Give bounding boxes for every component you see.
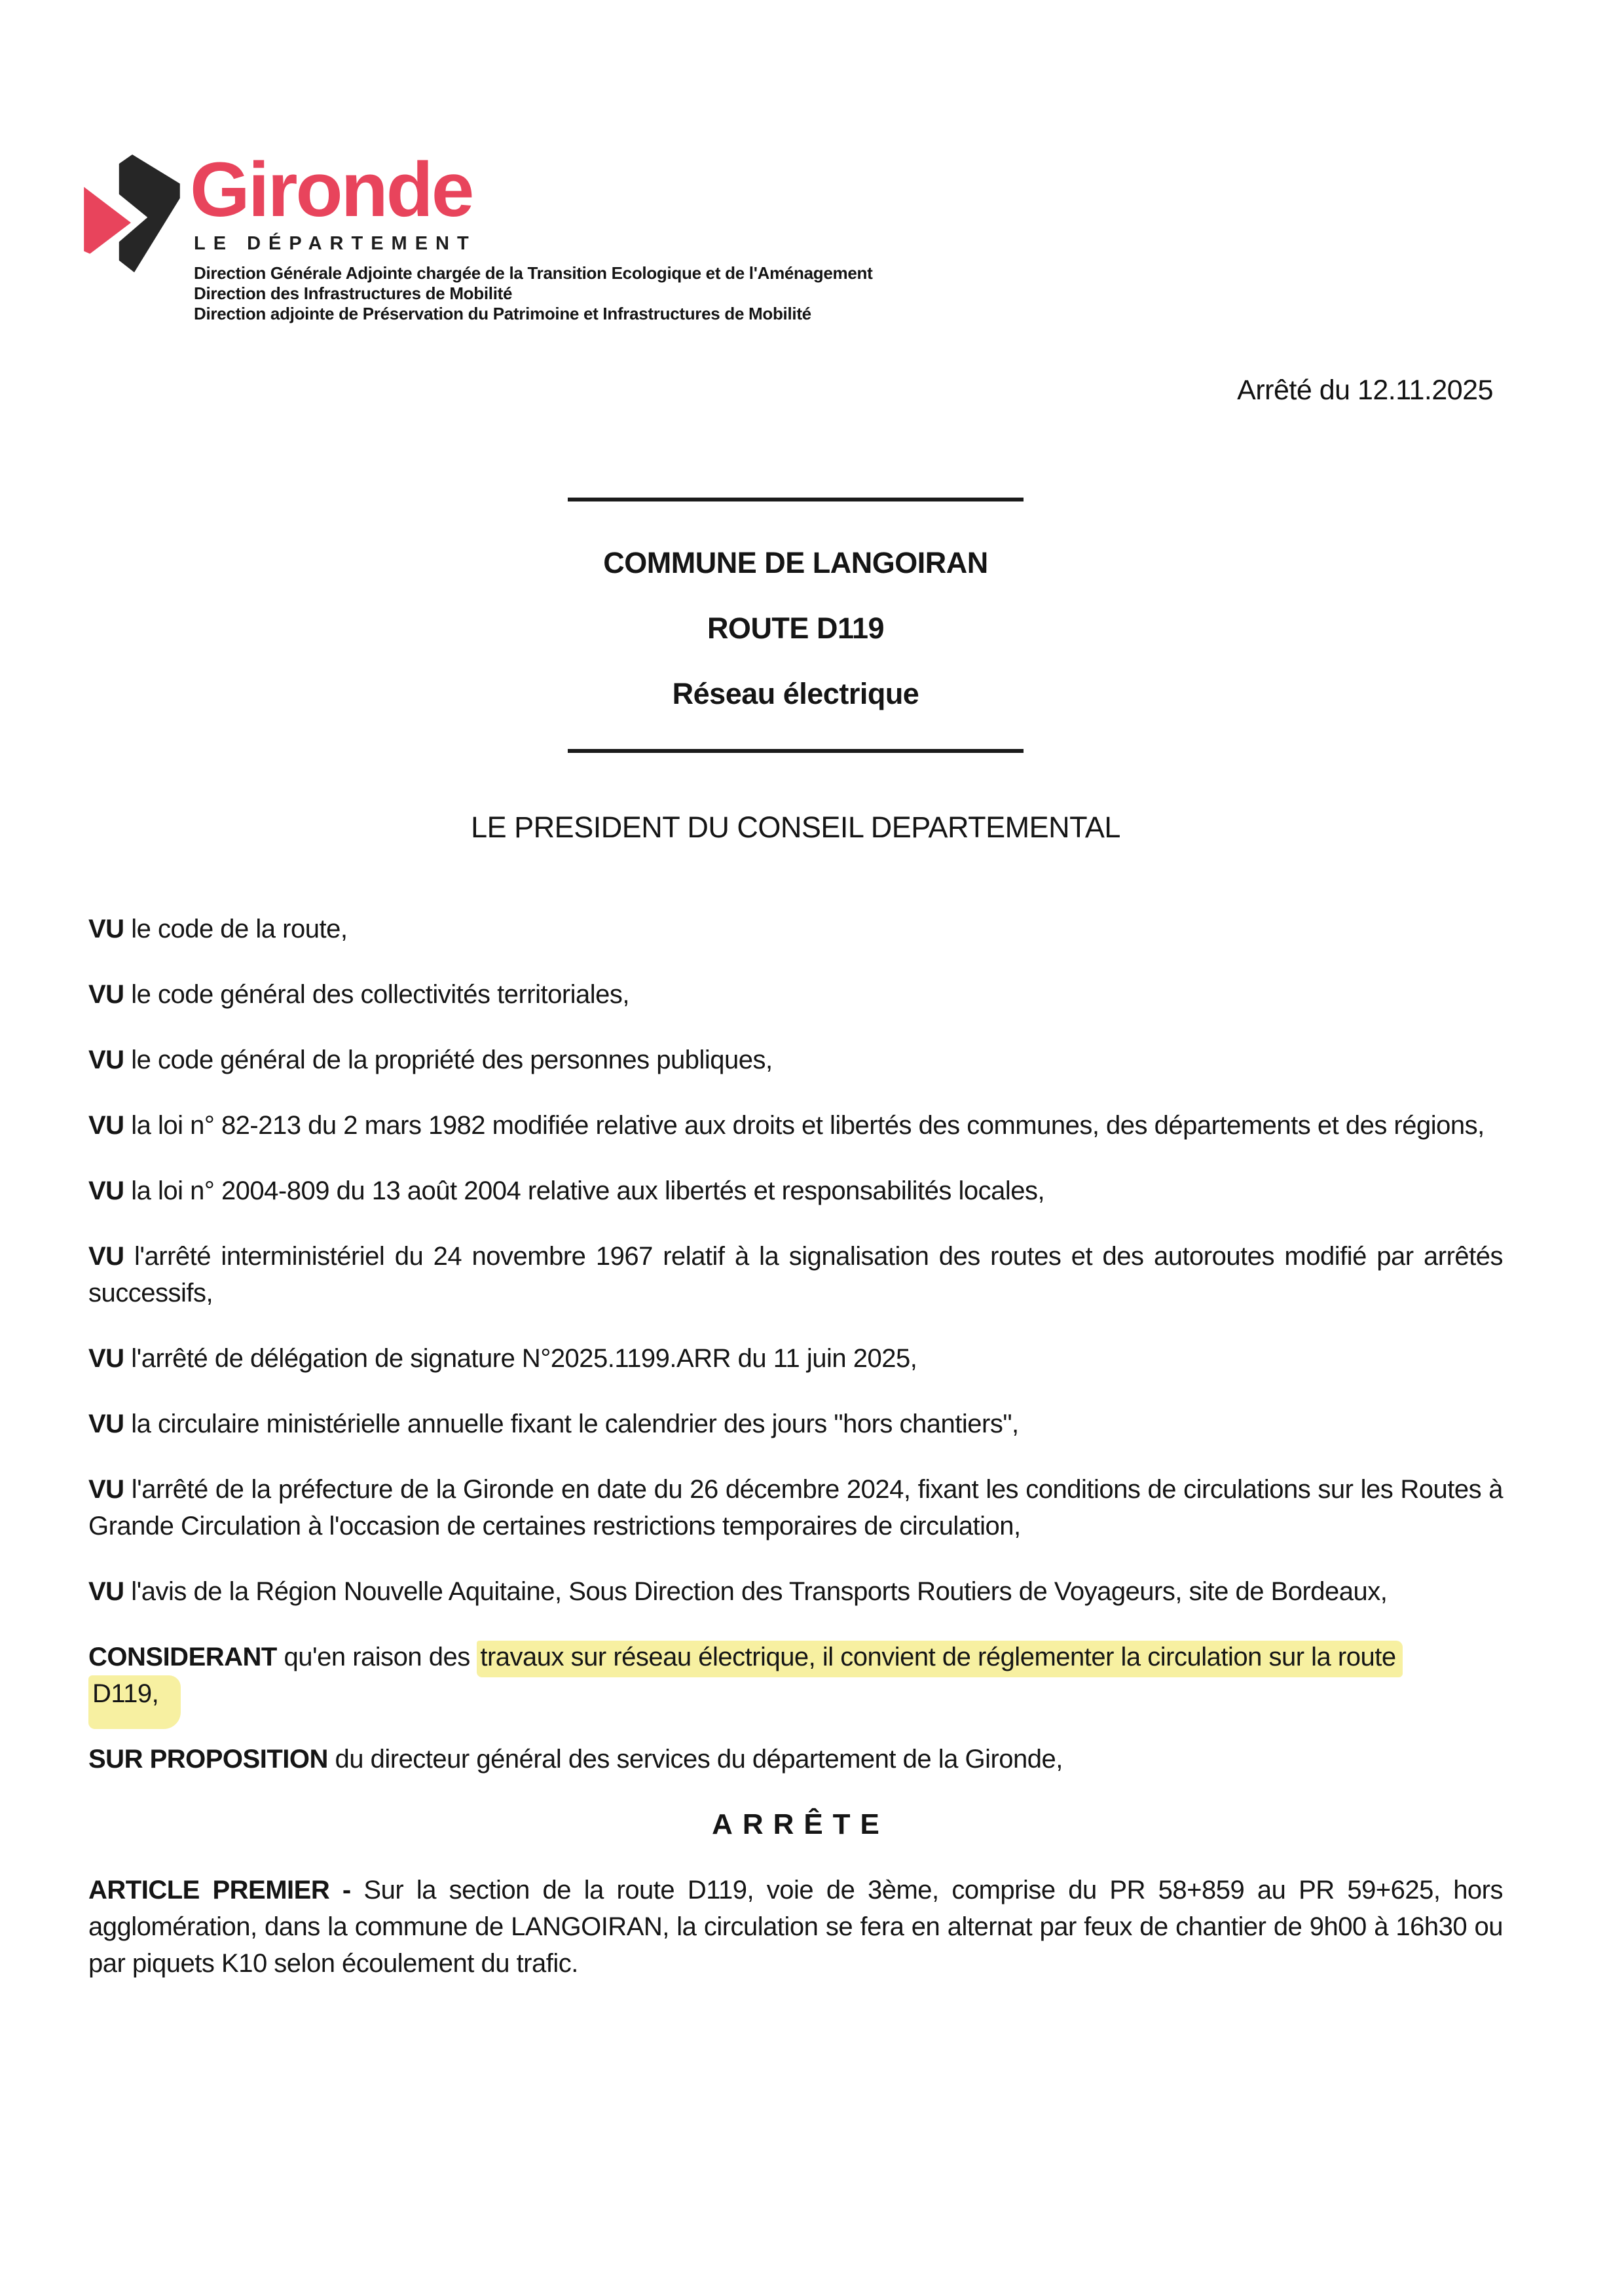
- article-paragraph: [88, 1872, 1503, 1982]
- considerant-line2: [88, 1679, 181, 1708]
- sur-proposition-text: du directeur général des services du département de la Gironde,: [327, 1745, 1063, 1774]
- recital-prefix: VU: [88, 1111, 124, 1140]
- direction-line: Direction des Infrastructures de Mobilité: [194, 283, 513, 303]
- president-heading: LE PRESIDENT DU CONSEIL DEPARTEMENTAL: [471, 811, 1120, 844]
- recital-item: [88, 1238, 1503, 1311]
- title-rule-bottom: [568, 749, 1024, 753]
- recital-prefix: VU: [88, 915, 124, 943]
- considerant-highlight-line1: travaux sur réseau électrique, il convient de réglementer la circulation sur la route: [477, 1641, 1402, 1677]
- recital-prefix: VU: [88, 1410, 124, 1438]
- recital-text: la loi n° 82-213 du 2 mars 1982 modifiée relative aux droits et libertés des communes, des départements et des régions,: [131, 1111, 1485, 1140]
- recital-text: le code général des collectivités territoriales,: [131, 980, 630, 1009]
- brand-tagline: LE DÉPARTEMENT: [194, 233, 477, 254]
- title-commune: COMMUNE DE LANGOIRAN: [603, 546, 988, 579]
- recital-prefix: VU: [88, 1176, 124, 1205]
- brand-wordmark: Gironde: [190, 147, 473, 233]
- title-objet: Réseau électrique: [672, 677, 919, 710]
- recital-text: la circulaire ministérielle annuelle fixant le calendrier des jours "hors chantiers",: [131, 1410, 1019, 1438]
- recital-text: la loi n° 2004-809 du 13 août 2004 relative aux libertés et responsabilités locales,: [131, 1176, 1045, 1205]
- title-route: ROUTE D119: [707, 611, 885, 645]
- direction-line: Direction Générale Adjointe chargée de la Transition Ecologique et de l'Aménagement: [194, 263, 873, 283]
- recital-prefix: VU: [88, 1046, 124, 1074]
- title-rule-top: [568, 498, 1024, 501]
- article-label: ARTICLE PREMIER -: [88, 1876, 364, 1904]
- considerant-prefix: CONSIDERANT: [88, 1643, 277, 1671]
- article-text: Sur la section de la route D119, voie de 3ème, comprise du PR 58+859 au PR 59+625, hors agglomération, dans la commune de LANGOIRAN, la circulation se fera en alternat par feux de chantier de 9h00 à 16h30 ou par piquets K10 selon écoulement du trafic.: [88, 1876, 1504, 1978]
- considerant-paragraph: [88, 1639, 1503, 1712]
- recital-item: [88, 1406, 1503, 1442]
- recital-item: [88, 1042, 1503, 1078]
- direction-line: Direction adjointe de Préservation du Patrimoine et Infrastructures de Mobilité: [194, 304, 811, 323]
- recital-item: [88, 1573, 1503, 1610]
- title-block: [566, 498, 1025, 753]
- arrete-date: Arrêté du 12.11.2025: [1237, 374, 1493, 406]
- recital-prefix: VU: [88, 1242, 124, 1271]
- recital-text: l'arrêté de la préfecture de la Gironde en date du 26 décembre 2024, fixant les conditions de circulations sur les Routes à Grande Circulation à l'occasion de certaines restrictions temporaires de circulation,: [88, 1475, 1503, 1540]
- logo-black-chevron: [119, 155, 180, 272]
- department-direction-lines: [194, 263, 872, 324]
- considerant-line1: [88, 1639, 1503, 1675]
- document-body: [88, 498, 1503, 2011]
- recital-item: [88, 1471, 1503, 1544]
- considerant-lead: qu'en raison des: [276, 1643, 477, 1671]
- recital-item: [88, 911, 1503, 947]
- recital-text: l'avis de la Région Nouvelle Aquitaine, Sous Direction des Transports Routiers de Voyageurs, site de Bordeaux,: [131, 1577, 1388, 1606]
- recital-item: [88, 976, 1503, 1013]
- recital-text: l'arrêté interministériel du 24 novembre 1967 relatif à la signalisation des routes et des autoroutes modifié par arrêtés successifs,: [88, 1242, 1503, 1307]
- recital-item: [88, 1107, 1503, 1144]
- recital-prefix: VU: [88, 1344, 124, 1373]
- sur-proposition-label: SUR PROPOSITION: [88, 1745, 328, 1774]
- recital-prefix: VU: [88, 980, 124, 1009]
- recital-item: [88, 1173, 1503, 1209]
- recital-item: [88, 1340, 1503, 1377]
- recital-text: le code de la route,: [131, 915, 348, 943]
- recital-text: le code général de la propriété des personnes publiques,: [131, 1046, 773, 1074]
- sur-proposition-paragraph: [88, 1741, 1503, 1777]
- recital-text: l'arrêté de délégation de signature N°2025.1199.ARR du 11 juin 2025,: [131, 1344, 917, 1373]
- arrete-heading: ARRÊTE: [712, 1808, 889, 1840]
- recital-prefix: VU: [88, 1577, 124, 1606]
- considerant-highlight-line2: D119,: [88, 1675, 181, 1729]
- gironde-chevron-icon: [84, 155, 182, 274]
- recital-prefix: VU: [88, 1475, 124, 1504]
